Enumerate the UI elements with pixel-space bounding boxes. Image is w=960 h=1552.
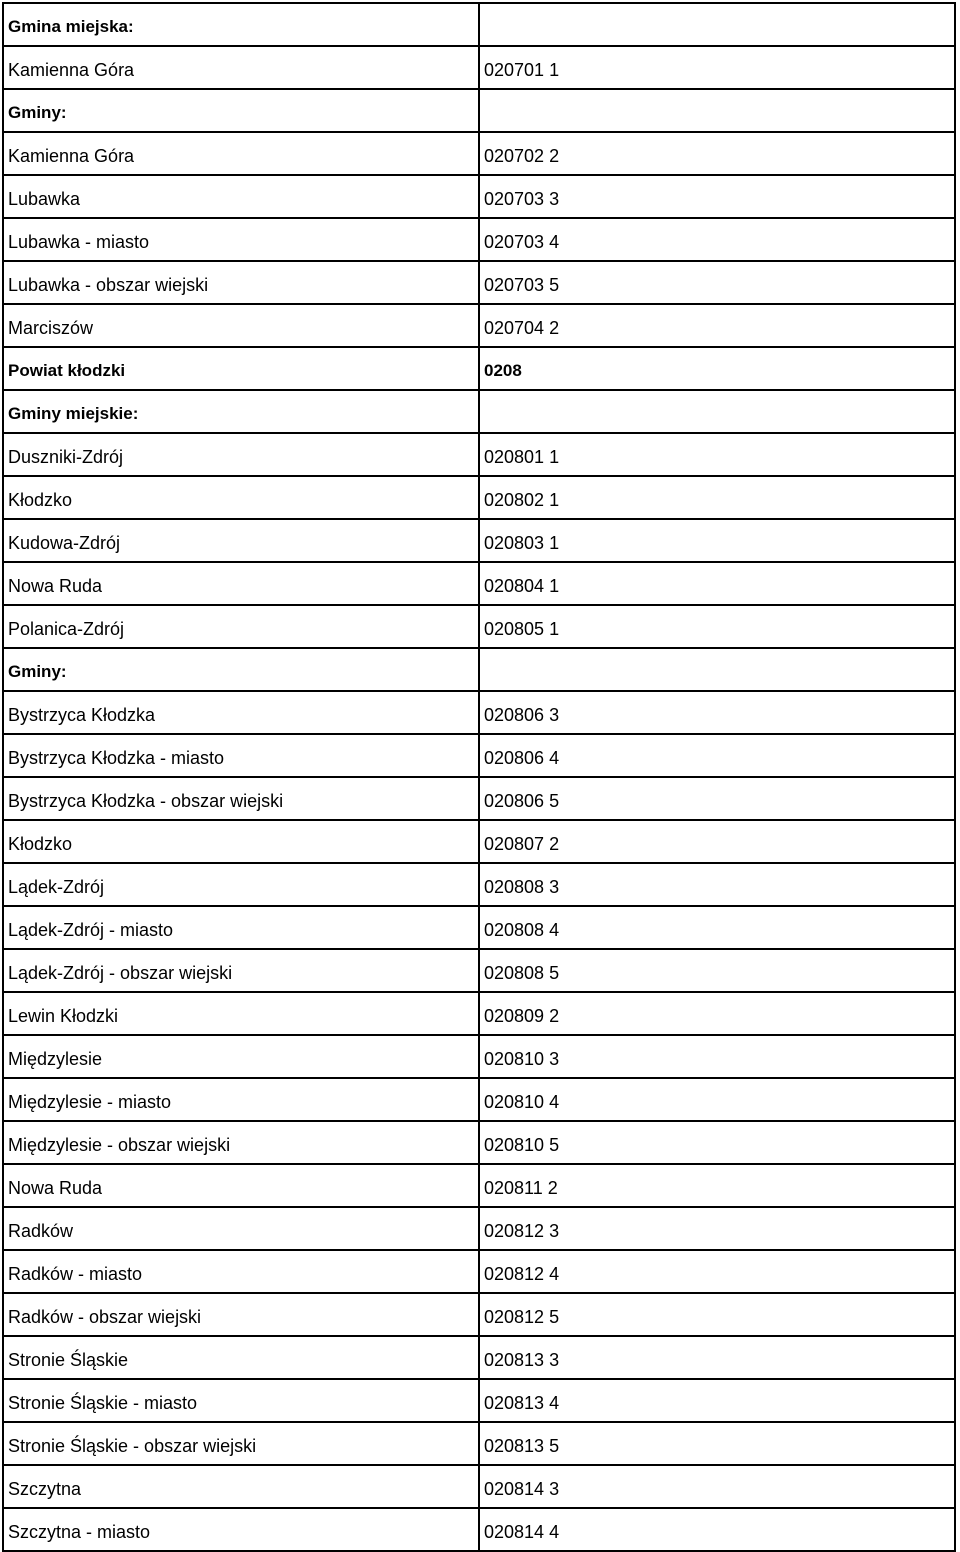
unit-name-cell: Szczytna — [3, 1465, 479, 1508]
table-row — [3, 906, 955, 949]
unit-code-cell: 020801 1 — [479, 433, 955, 476]
table-row — [3, 1121, 955, 1164]
unit-name-cell: Radków - obszar wiejski — [3, 1293, 479, 1336]
unit-name-cell: Kamienna Góra — [3, 46, 479, 89]
table-row — [3, 1164, 955, 1207]
unit-name-cell: Radków — [3, 1207, 479, 1250]
table-row — [3, 218, 955, 261]
section-header-row — [3, 648, 955, 691]
table-row — [3, 476, 955, 519]
table-row — [3, 433, 955, 476]
unit-name-cell: Międzylesie — [3, 1035, 479, 1078]
unit-code-cell: 020701 1 — [479, 46, 955, 89]
section-header-label: Powiat kłodzki — [3, 347, 479, 390]
unit-code-cell: 020813 5 — [479, 1422, 955, 1465]
section-header-label: Gminy: — [3, 89, 479, 132]
unit-code-cell: 020805 1 — [479, 605, 955, 648]
table-row — [3, 820, 955, 863]
unit-code-cell: 020802 1 — [479, 476, 955, 519]
unit-name-cell: Międzylesie - miasto — [3, 1078, 479, 1121]
unit-name-cell: Lądek-Zdrój - miasto — [3, 906, 479, 949]
unit-name-cell: Bystrzyca Kłodzka - miasto — [3, 734, 479, 777]
section-header-label: Gminy miejskie: — [3, 390, 479, 433]
unit-name-cell: Marciszów — [3, 304, 479, 347]
unit-name-cell: Bystrzyca Kłodzka - obszar wiejski — [3, 777, 479, 820]
table-row — [3, 1207, 955, 1250]
unit-code-cell: 020806 4 — [479, 734, 955, 777]
unit-code-cell: 020810 4 — [479, 1078, 955, 1121]
table-row — [3, 949, 955, 992]
unit-code-cell: 020808 3 — [479, 863, 955, 906]
unit-code-cell: 020812 4 — [479, 1250, 955, 1293]
unit-name-cell: Nowa Ruda — [3, 1164, 479, 1207]
unit-code-cell: 0208 — [479, 347, 955, 390]
unit-name-cell: Kamienna Góra — [3, 132, 479, 175]
unit-code-cell — [479, 89, 955, 132]
unit-code-cell: 020704 2 — [479, 304, 955, 347]
unit-name-cell: Lubawka - miasto — [3, 218, 479, 261]
table-row — [3, 1078, 955, 1121]
unit-code-cell: 020803 1 — [479, 519, 955, 562]
table-row — [3, 1465, 955, 1508]
unit-code-cell: 020810 5 — [479, 1121, 955, 1164]
unit-code-cell: 020806 3 — [479, 691, 955, 734]
unit-code-cell: 020703 3 — [479, 175, 955, 218]
unit-name-cell: Lądek-Zdrój — [3, 863, 479, 906]
unit-code-cell: 020808 5 — [479, 949, 955, 992]
table-row — [3, 863, 955, 906]
table-row — [3, 691, 955, 734]
table-row — [3, 132, 955, 175]
unit-name-cell: Radków - miasto — [3, 1250, 479, 1293]
section-header-row — [3, 347, 955, 390]
table-row — [3, 734, 955, 777]
unit-code-cell — [479, 648, 955, 691]
unit-name-cell: Stronie Śląskie - miasto — [3, 1379, 479, 1422]
table-row — [3, 605, 955, 648]
unit-code-cell: 020813 4 — [479, 1379, 955, 1422]
unit-name-cell: Stronie Śląskie - obszar wiejski — [3, 1422, 479, 1465]
table-row — [3, 1293, 955, 1336]
unit-code-cell: 020812 5 — [479, 1293, 955, 1336]
unit-name-cell: Kłodzko — [3, 476, 479, 519]
table-row — [3, 1250, 955, 1293]
unit-name-cell: Lubawka - obszar wiejski — [3, 261, 479, 304]
table-row — [3, 1336, 955, 1379]
unit-name-cell: Międzylesie - obszar wiejski — [3, 1121, 479, 1164]
unit-name-cell: Stronie Śląskie — [3, 1336, 479, 1379]
unit-code-cell: 020811 2 — [479, 1164, 955, 1207]
table-row — [3, 519, 955, 562]
section-header-row — [3, 3, 955, 46]
table-row — [3, 992, 955, 1035]
table-row — [3, 261, 955, 304]
unit-name-cell: Kudowa-Zdrój — [3, 519, 479, 562]
unit-name-cell: Nowa Ruda — [3, 562, 479, 605]
section-header-label: Gminy: — [3, 648, 479, 691]
unit-name-cell: Lewin Kłodzki — [3, 992, 479, 1035]
unit-name-cell: Lądek-Zdrój - obszar wiejski — [3, 949, 479, 992]
unit-name-cell: Kłodzko — [3, 820, 479, 863]
unit-name-cell: Polanica-Zdrój — [3, 605, 479, 648]
unit-code-cell: 020807 2 — [479, 820, 955, 863]
unit-code-cell: 020703 4 — [479, 218, 955, 261]
table-row — [3, 1422, 955, 1465]
unit-code-cell: 020814 3 — [479, 1465, 955, 1508]
table-row — [3, 1035, 955, 1078]
unit-name-cell: Lubawka — [3, 175, 479, 218]
unit-code-cell: 020703 5 — [479, 261, 955, 304]
table-row — [3, 777, 955, 820]
unit-code-cell: 020812 3 — [479, 1207, 955, 1250]
unit-code-cell: 020813 3 — [479, 1336, 955, 1379]
unit-code-cell: 020814 4 — [479, 1508, 955, 1551]
unit-code-cell: 020804 1 — [479, 562, 955, 605]
unit-code-cell — [479, 3, 955, 46]
table-row — [3, 175, 955, 218]
unit-code-cell: 020810 3 — [479, 1035, 955, 1078]
unit-code-cell: 020808 4 — [479, 906, 955, 949]
table-row — [3, 1508, 955, 1551]
unit-name-cell: Duszniki-Zdrój — [3, 433, 479, 476]
table-row — [3, 1379, 955, 1422]
unit-name-cell: Szczytna - miasto — [3, 1508, 479, 1551]
unit-code-cell: 020702 2 — [479, 132, 955, 175]
gmina-code-table — [2, 2, 956, 1552]
table-row — [3, 562, 955, 605]
unit-code-cell — [479, 390, 955, 433]
table-row — [3, 46, 955, 89]
table-row — [3, 304, 955, 347]
section-header-label: Gmina miejska: — [3, 3, 479, 46]
unit-code-cell: 020809 2 — [479, 992, 955, 1035]
table-body — [3, 3, 955, 1551]
unit-name-cell: Bystrzyca Kłodzka — [3, 691, 479, 734]
section-header-row — [3, 390, 955, 433]
section-header-row — [3, 89, 955, 132]
unit-code-cell: 020806 5 — [479, 777, 955, 820]
